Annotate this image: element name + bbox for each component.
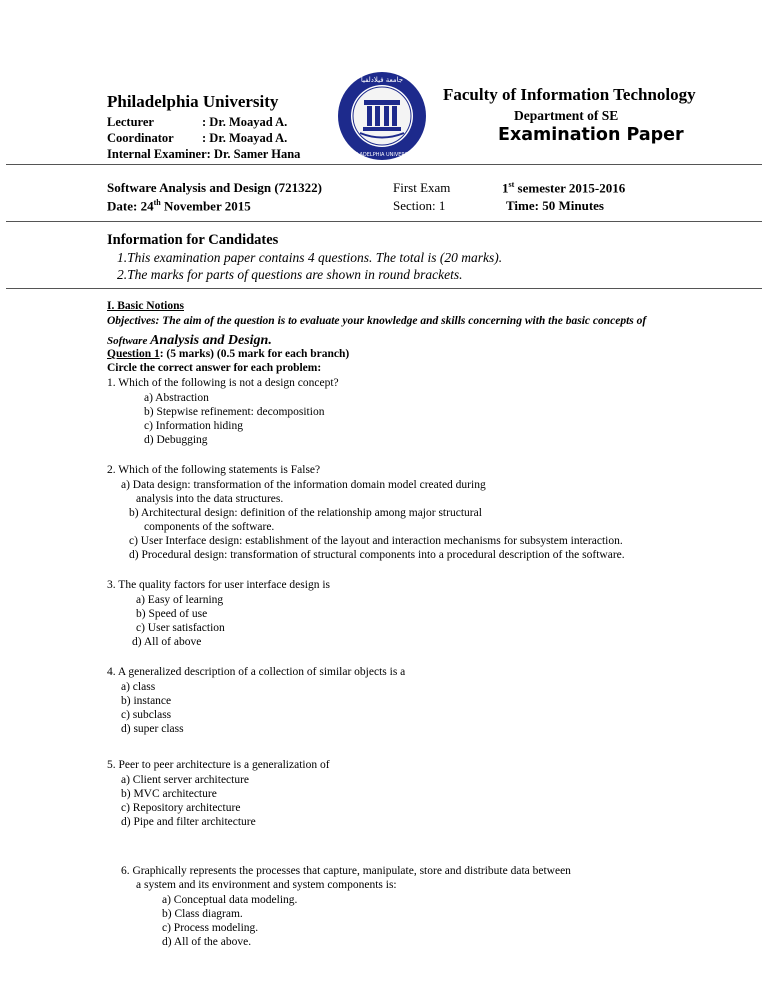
option: c) Information hiding [144, 420, 244, 432]
logo-text-bottom: PHILADELPHIA UNIVERSITY [348, 152, 416, 158]
option: d) Debugging [144, 434, 208, 446]
semester-sup: st [508, 180, 515, 189]
info-title: Information for Candidates [107, 232, 279, 248]
option: b) Class diagram. [162, 908, 243, 920]
option: d) All of above [132, 636, 202, 648]
exam-date [107, 198, 251, 214]
question-1-heading [107, 348, 349, 360]
university-name: Philadelphia University [107, 92, 279, 111]
question-text: 5. Peer to peer architecture is a generalization of [107, 759, 330, 771]
option: a) Conceptual data modeling. [162, 894, 298, 906]
option: a) Easy of learning [136, 594, 224, 606]
info-divider [6, 288, 762, 289]
question-1-marks: : (5 marks) (0.5 mark for each branch) [159, 348, 350, 360]
date-suffix: November 2015 [160, 198, 251, 214]
course-divider [6, 221, 762, 222]
option: d) Pipe and filter architecture [121, 816, 256, 828]
option: d) All of the above. [162, 936, 252, 948]
university-logo [336, 70, 428, 162]
option: b) Stepwise refinement: decomposition [144, 406, 325, 418]
question-text: 1. Which of the following is not a design concept? [107, 377, 339, 389]
coordinator-label: Coordinator [107, 131, 174, 145]
question-text: 2. Which of the following statements is False? [107, 464, 321, 476]
option: a) class [121, 681, 156, 693]
option: b) Speed of use [136, 608, 208, 620]
option: b) Architectural design: definition of the relationship among major structural [129, 507, 482, 519]
course-name: Software Analysis and Design (721322) [107, 180, 323, 195]
question-text: 3. The quality factors for user interface design is [107, 579, 331, 591]
lecturer-label: Lecturer [107, 115, 154, 129]
question-text: 6. Graphically represents the processes that capture, manipulate, store and distribute data between [121, 865, 571, 877]
option: analysis into the data structures. [136, 493, 284, 505]
exam-section: Section: 1 [393, 198, 446, 213]
lecturer-value: : Dr. Moayad A. [202, 115, 288, 129]
date-sup: th [153, 198, 161, 207]
option: d) Procedural design: transformation of structural components into a procedural description of the software. [129, 549, 625, 561]
paper-type: Examination Paper [498, 125, 684, 145]
option: a) Client server architecture [121, 774, 250, 786]
section-title: I. Basic Notions [107, 300, 184, 312]
option: c) User Interface design: establishment of the layout and interaction mechanisms for subsystem interaction. [129, 535, 623, 547]
date-prefix: Date: 24 [107, 198, 154, 214]
semester-num: 1 [502, 180, 509, 196]
option: c) User satisfaction [136, 622, 225, 634]
option: a) Data design: transformation of the information domain model created during [121, 479, 486, 491]
option: components of the software. [144, 521, 275, 533]
semester-suffix: semester 2015-2016 [514, 180, 626, 196]
option: b) MVC architecture [121, 788, 217, 800]
objectives-line-2 [107, 331, 272, 349]
option: b) instance [121, 695, 172, 707]
option: a) Abstraction [144, 392, 209, 404]
objectives-small: Software [107, 335, 151, 347]
info-line-1: 1.This examination paper contains 4 questions. The total is (20 marks). [117, 250, 503, 265]
exam-time: Time: 50 Minutes [506, 198, 604, 213]
header-divider [6, 164, 762, 165]
question-1-label: Question 1 [107, 348, 160, 360]
question-text: 4. A generalized description of a collection of similar objects is a [107, 666, 406, 678]
internal-examiner: Internal Examiner: Dr. Samer Hana [107, 147, 301, 161]
logo-text-top: جامعة فيلادلفيا [360, 76, 404, 84]
semester [502, 180, 625, 196]
info-line-2: 2.The marks for parts of questions are shown in round brackets. [117, 267, 463, 282]
coordinator-value: : Dr. Moayad A. [202, 131, 288, 145]
department-name: Department of SE [514, 108, 619, 123]
option: c) Repository architecture [121, 802, 241, 814]
faculty-name: Faculty of Information Technology [443, 85, 696, 104]
objectives-line-1: Objectives: The aim of the question is to evaluate your knowledge and skills concerning with the basic concepts of [107, 315, 647, 327]
option: d) super class [121, 723, 184, 735]
option: c) subclass [121, 709, 172, 721]
option: c) Process modeling. [162, 922, 259, 934]
question-text-continued: a system and its environment and system components is: [136, 879, 397, 891]
question-1-instruction: Circle the correct answer for each problem: [107, 362, 322, 374]
exam-type: First Exam [393, 180, 451, 195]
objectives-big: Analysis and Design. [150, 333, 272, 348]
